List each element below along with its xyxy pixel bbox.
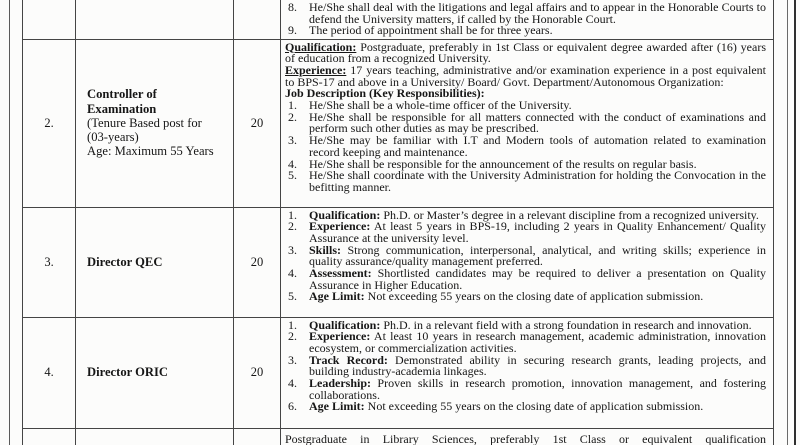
sn-cell — [23, 0, 76, 39]
post-cell — [76, 207, 234, 317]
paragraph-lead: Experience: — [285, 62, 347, 77]
item-text: He/She shall be responsible for the announcement of the results on regular basis. — [309, 156, 697, 171]
item-text: Demonstrated ability in securing research grants, leading projects, and building industry-academia linkages. — [309, 352, 766, 379]
list-item — [288, 2, 766, 25]
description-cell — [281, 317, 774, 428]
table-row-controller-of-examination — [23, 39, 774, 207]
item-number: 4. — [288, 376, 297, 391]
item-text: He/She shall be a whole-time officer of the University. — [309, 98, 572, 113]
item-text: He/She shall be responsible for all matters connected with the conduct of examinations and perform such other duties as may be prescribed. — [309, 109, 766, 136]
sn-cell: 2. — [23, 39, 76, 207]
post-cell — [76, 317, 234, 428]
job-description-heading: Job Description (Key Responsibilities): — [285, 86, 485, 101]
item-text: Not exceeding 55 years on the closing date of application submission. — [364, 399, 704, 414]
sn-cell — [23, 428, 76, 445]
item-number: 3. — [288, 242, 297, 257]
list-item — [288, 268, 766, 291]
item-lead: Experience: — [309, 329, 371, 344]
item-number: 3. — [288, 352, 297, 367]
paragraph-text: 17 years teaching, administrative and/or examination experience in a post equivalent to BPS-17 and above in a University/ Board/ Govt. Department/Autonomous Organization: — [285, 62, 766, 89]
list-item — [288, 170, 766, 193]
item-number: 9. — [288, 23, 297, 38]
list-item — [288, 378, 766, 401]
item-number: 3. — [288, 133, 297, 148]
item-number: 4. — [288, 266, 297, 281]
list-item — [288, 401, 766, 413]
post-title-line: Controller of — [87, 87, 157, 102]
item-lead: Skills: — [309, 242, 342, 257]
sn-cell: 3. — [23, 207, 76, 317]
description-cell — [281, 0, 774, 39]
quota-cell: 20 — [234, 207, 281, 317]
item-text: He/She shall coordinate with the University Administration for holding the Convocation in the befitting manner. — [309, 168, 766, 194]
post-subtitle-line: (Tenure Based post for — [87, 115, 202, 130]
list-item — [288, 221, 766, 244]
post-subtitle-line: Age: Maximum 55 Years — [87, 144, 214, 159]
item-number: 6. — [288, 399, 297, 414]
job-posts-table — [22, 0, 774, 445]
item-text: Not exceeding 55 years on the closing date of application submission. — [364, 289, 704, 304]
item-lead: Track Record: — [309, 352, 388, 367]
description-cell — [281, 39, 774, 207]
list-item — [288, 109, 766, 136]
page-border-right-outer — [794, 0, 796, 445]
table-row-director-qec — [23, 207, 774, 317]
quota-cell: 20 — [234, 39, 281, 207]
qualification-paragraph — [285, 39, 766, 66]
list-item — [288, 331, 766, 354]
experience-paragraph — [285, 62, 766, 89]
item-lead: Experience: — [309, 219, 371, 234]
item-text: Strong communication, interpersonal, analytical, and writing skills; experience in quality assurance/quality management preferred. — [309, 242, 766, 269]
table-row-next-post — [23, 428, 774, 445]
item-lead: Qualification: — [309, 207, 381, 222]
item-number: 4. — [288, 156, 297, 171]
post-title-line: Director QEC — [87, 254, 163, 269]
item-lead: Qualification: — [309, 317, 381, 332]
item-text: At least 5 years in BPS-19, including 2 years in Quality Enhancement/ Quality Assurance at the university level. — [309, 219, 766, 245]
post-subtitle-line: (03-years) — [87, 130, 139, 145]
item-text: Proven skills in research promotion, innovation management, and fostering collaborations. — [309, 376, 766, 402]
quota-cell: 20 — [234, 317, 281, 428]
item-number: 2. — [288, 219, 297, 234]
description-cell — [281, 207, 774, 317]
item-number: 1. — [288, 207, 297, 222]
item-number: 1. — [288, 317, 297, 332]
list-item — [288, 25, 766, 37]
item-lead: Age Limit: — [309, 289, 365, 304]
item-number: 5. — [288, 289, 297, 304]
page-border-right-inner — [787, 0, 788, 445]
quota-cell — [234, 428, 281, 445]
paragraph-lead: Qualification: — [285, 39, 357, 54]
page-border-left — [9, 0, 10, 445]
item-number: 2. — [288, 109, 297, 124]
item-lead: Age Limit: — [309, 399, 365, 414]
item-text: He/She may be familiar with I.T and Modern tools of automation related to examination record keeping and maintenance. — [309, 133, 766, 159]
sn-cell: 4. — [23, 317, 76, 428]
table-row-previous-post — [23, 0, 774, 39]
post-title-line: Director ORIC — [87, 365, 169, 380]
post-cell — [76, 428, 234, 445]
item-lead: Assessment: — [309, 266, 372, 281]
item-text: He/She shall deal with the litigations and legal affairs and to appear in the Honorable Courts to defend the University matters, if called by the Honorable Court. — [309, 0, 766, 26]
table-row-director-oric — [23, 317, 774, 428]
list-item — [288, 242, 766, 269]
paragraph-text: Postgraduate in Library Sciences, preferably 1st Class or equivalent qualification — [285, 431, 766, 445]
item-number: 1. — [288, 98, 297, 113]
list-item — [288, 291, 766, 303]
item-number: 8. — [288, 0, 297, 14]
item-text: Ph.D. in a relevant field with a strong foundation in research and innovation. — [380, 317, 752, 332]
list-item — [288, 135, 766, 158]
paragraph-text: Postgraduate, preferably in 1st Class or equivalent degree awarded after (16) years of education from a recognized University. — [285, 39, 766, 66]
post-title-line: Examination — [87, 101, 157, 116]
quota-cell — [234, 0, 281, 39]
description-cell — [281, 428, 774, 445]
item-number: 2. — [288, 329, 297, 344]
list-item — [288, 352, 766, 379]
post-cell — [76, 0, 234, 39]
item-text: The period of appointment shall be for three years. — [309, 23, 553, 38]
post-cell — [76, 39, 234, 207]
item-lead: Leadership: — [309, 376, 372, 391]
item-text: At least 10 years in research management, academic administration, innovation ecosystem, or commercialization activities. — [309, 329, 766, 355]
item-text: Ph.D. or Master’s degree in a relevant discipline from a recognized university. — [380, 207, 759, 222]
item-number: 5. — [288, 168, 297, 183]
item-text: Shortlisted candidates may be required to deliver a presentation on Quality Assurance in Higher Education. — [309, 266, 766, 292]
